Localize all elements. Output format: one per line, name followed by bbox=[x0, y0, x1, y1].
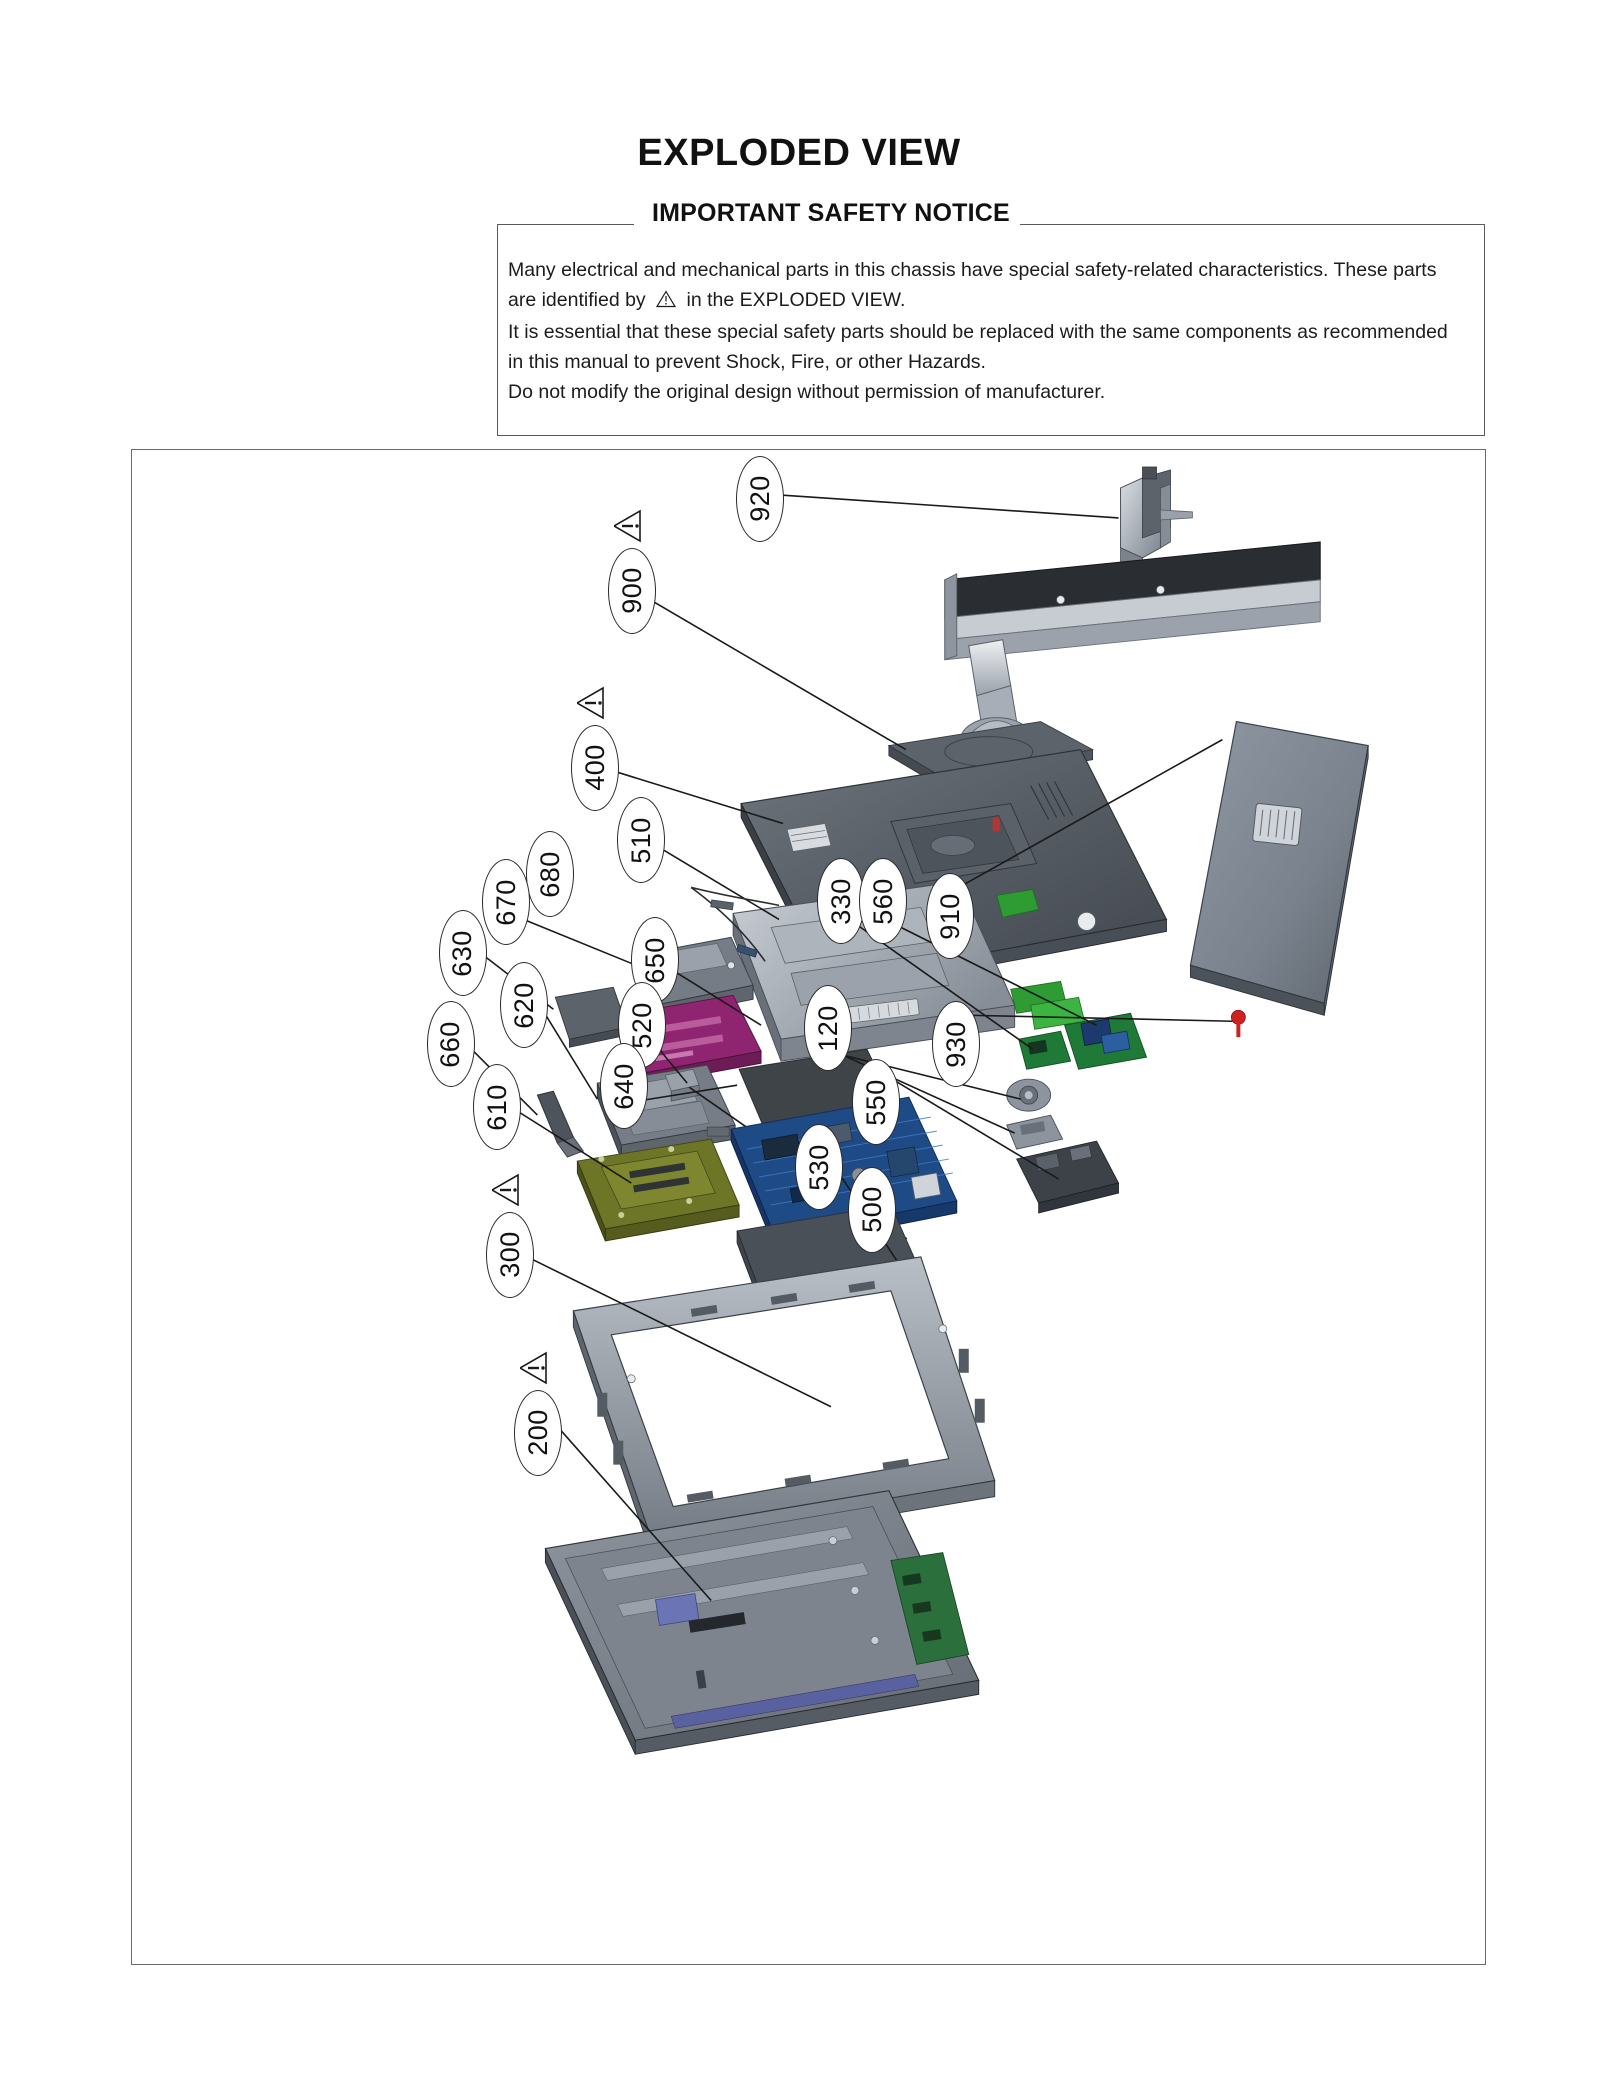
safety-notice-body bbox=[508, 255, 1478, 407]
callout-balloon-510[interactable] bbox=[617, 797, 665, 883]
notice-line-5: Do not modify the original design without permission of manufacturer. bbox=[508, 381, 1106, 403]
callout-balloon-500[interactable] bbox=[848, 1167, 896, 1253]
callout-label-120: 120 bbox=[812, 1004, 843, 1052]
callout-label-520: 520 bbox=[626, 1001, 657, 1049]
warning-triangle-icon bbox=[656, 287, 676, 317]
callout-label-550: 550 bbox=[860, 1078, 891, 1126]
callout-label-640: 640 bbox=[608, 1062, 639, 1110]
notice-line-4: in this manual to prevent Shock, Fire, or other Hazards. bbox=[508, 351, 986, 373]
page-title bbox=[0, 132, 1600, 175]
callout-balloon-640[interactable] bbox=[600, 1043, 648, 1129]
callout-balloon-910[interactable] bbox=[926, 873, 974, 959]
callout-label-330: 330 bbox=[825, 878, 856, 925]
callout-balloon-680[interactable] bbox=[526, 831, 574, 917]
callout-layer bbox=[132, 450, 1485, 1964]
callout-balloon-550[interactable] bbox=[852, 1059, 900, 1145]
callout-label-900: 900 bbox=[616, 567, 647, 615]
exploded-view-frame bbox=[131, 449, 1486, 1965]
callout-balloon-920[interactable] bbox=[736, 456, 784, 542]
callout-label-920: 920 bbox=[744, 475, 775, 523]
callout-balloon-200[interactable] bbox=[514, 1390, 562, 1476]
callout-label-680: 680 bbox=[534, 851, 565, 898]
callout-label-530: 530 bbox=[803, 1143, 834, 1191]
warning-triangle-icon-300 bbox=[492, 1168, 526, 1212]
callout-label-200: 200 bbox=[522, 1409, 553, 1456]
callout-label-670: 670 bbox=[490, 879, 521, 926]
warning-triangle-icon-400 bbox=[577, 681, 611, 725]
callout-balloon-560[interactable] bbox=[859, 858, 907, 944]
callout-balloon-120[interactable] bbox=[804, 985, 852, 1071]
callout-label-510: 510 bbox=[625, 817, 656, 864]
callout-balloon-610[interactable] bbox=[473, 1064, 521, 1150]
notice-line-3: It is essential that these special safety parts should be replaced with the same components as recommended bbox=[508, 321, 1448, 343]
callout-label-620: 620 bbox=[508, 981, 539, 1029]
callout-label-930: 930 bbox=[940, 1020, 971, 1068]
callout-balloon-530[interactable] bbox=[795, 1124, 843, 1210]
callout-label-660: 660 bbox=[435, 1020, 466, 1068]
callout-balloon-660[interactable] bbox=[427, 1001, 475, 1087]
callout-balloon-900[interactable] bbox=[608, 548, 656, 634]
callout-label-910: 910 bbox=[934, 893, 965, 940]
callout-label-560: 560 bbox=[867, 878, 898, 925]
page-title-text: EXPLODED VIEW bbox=[637, 132, 961, 174]
callout-label-630: 630 bbox=[447, 930, 477, 977]
notice-line-2-suffix: in the EXPLODED VIEW. bbox=[686, 289, 906, 311]
notice-line-2 bbox=[508, 285, 1478, 317]
notice-line-1: Many electrical and mechanical parts in this chassis have special safety-related characteristics. These parts bbox=[508, 259, 1437, 281]
callout-label-300: 300 bbox=[494, 1231, 525, 1279]
safety-notice-legend: IMPORTANT SAFETY NOTICE bbox=[640, 199, 1020, 228]
callout-balloon-620[interactable] bbox=[500, 962, 548, 1048]
callout-balloon-400[interactable] bbox=[571, 725, 619, 811]
callout-balloon-330[interactable] bbox=[817, 858, 865, 944]
callout-balloon-630[interactable] bbox=[439, 910, 487, 996]
callout-label-500: 500 bbox=[856, 1186, 887, 1234]
callout-balloon-670[interactable] bbox=[482, 859, 530, 945]
callout-label-650: 650 bbox=[639, 937, 670, 984]
notice-line-2-prefix: are identified by bbox=[508, 289, 646, 311]
warning-triangle-icon-200 bbox=[520, 1346, 554, 1390]
warning-triangle-icon-900 bbox=[614, 504, 648, 548]
callout-label-610: 610 bbox=[481, 1083, 512, 1131]
callout-balloon-930[interactable] bbox=[932, 1001, 980, 1087]
callout-label-400: 400 bbox=[579, 744, 610, 791]
callout-balloon-300[interactable] bbox=[486, 1212, 534, 1298]
